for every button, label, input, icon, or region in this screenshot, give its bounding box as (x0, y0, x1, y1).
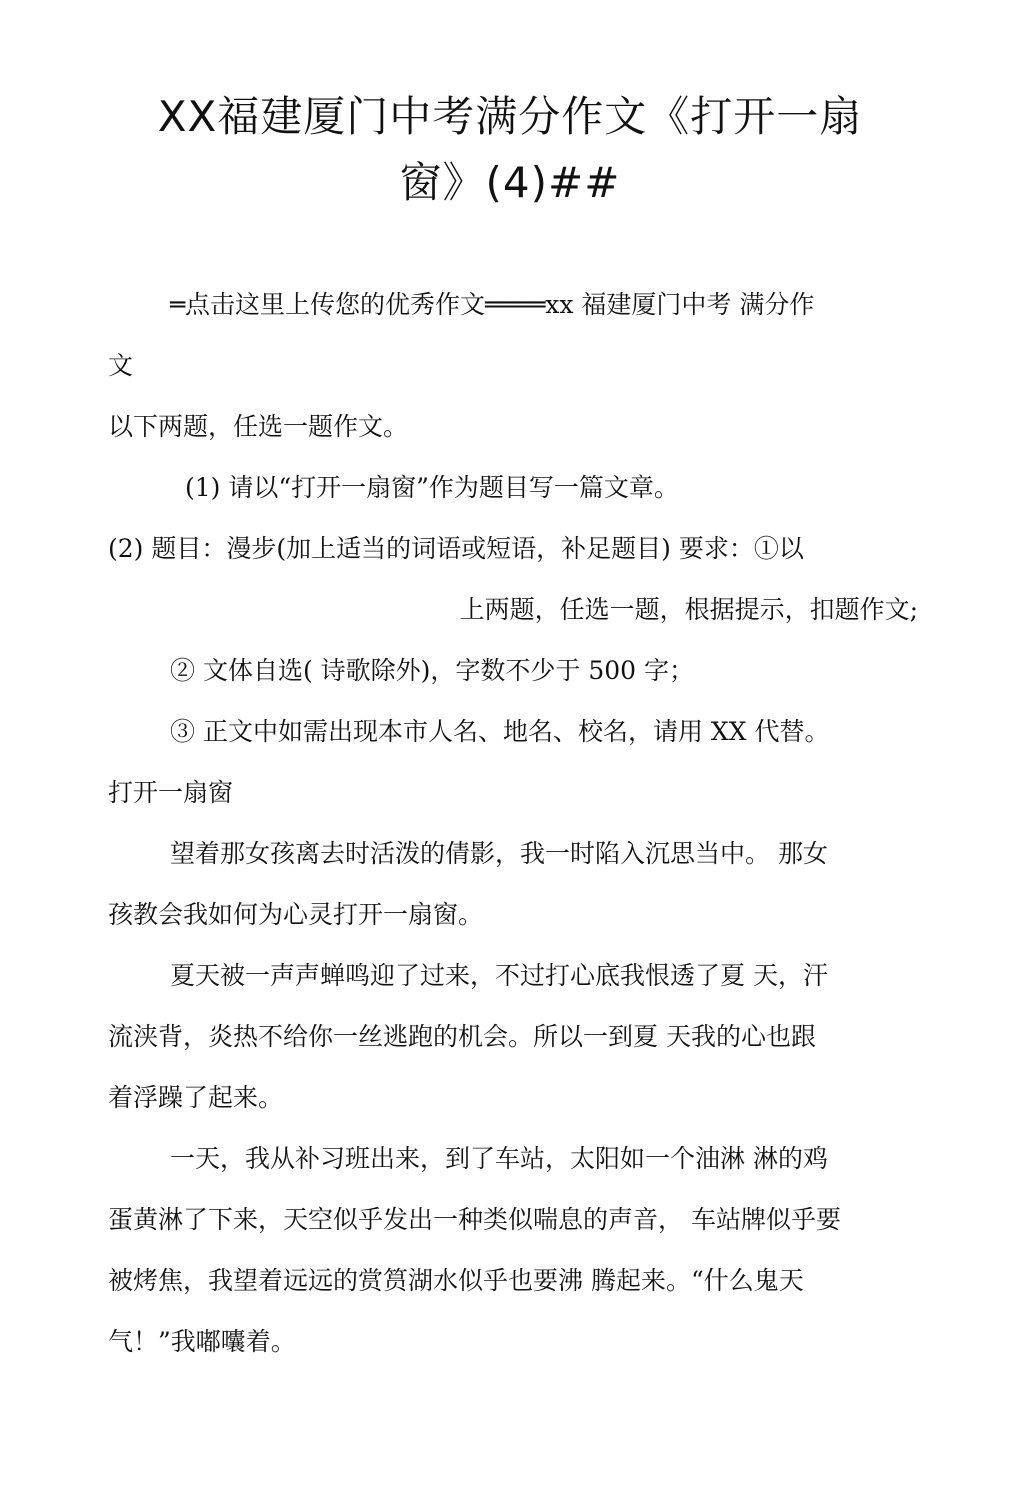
paragraph-3-line-3: 被烤焦，我望着远远的赏筼湖水似乎也要沸 腾起来。“什么鬼天 (108, 1266, 804, 1295)
paragraph-1-line-2: 孩教会我如何为心灵打开一扇窗。 (108, 900, 484, 929)
document-title-line-1: XX福建厦门中考满分作文《打开一扇 (157, 92, 863, 141)
requirement-1-continuation: 上两题，任选一题，根据提示，扣题作文; (459, 595, 918, 624)
topic-1: (1) 请以“打开一扇窗”作为题目写一篇文章。 (185, 473, 679, 502)
intro-line-1: ═点击这里上传您的优秀作文════xx 福建厦门中考 满分作 (170, 290, 815, 319)
document-title-line-2: 窗》(4)## (399, 158, 621, 207)
topic-2: (2) 题目：漫步(加上适当的词语或短语，补足题目) 要求：①以 (108, 534, 804, 563)
requirement-2: ② 文体自选( 诗歌除外)，字数不少于 500 字； (170, 656, 695, 685)
paragraph-3-line-4: 气！”我嘟囔着。 (108, 1327, 296, 1356)
paragraph-2-line-2: 流浃背，炎热不给你一丝逃跑的机会。所以一到夏 天我的心也跟 (108, 1022, 816, 1051)
paragraph-1-line-1: 望着那女孩离去时活泼的倩影，我一时陷入沉思当中。 那女 (170, 839, 828, 868)
intro-line-2: 文 (108, 351, 134, 380)
instruction-text: 以下两题，任选一题作文。 (108, 412, 409, 441)
paragraph-3-line-2: 蛋黄淋了下来，天空似乎发出一种类似喘息的声音， 车站牌似乎要 (108, 1205, 841, 1234)
requirement-3: ③ 正文中如需出现本市人名、地名、校名，请用 XX 代替。 (170, 717, 830, 746)
paragraph-3-line-1: 一天，我从补习班出来，到了车站，太阳如一个油淋 淋的鸡 (170, 1144, 828, 1173)
essay-title: 打开一扇窗 (108, 778, 234, 807)
paragraph-2-line-1: 夏天被一声声蝉鸣迎了过来，不过打心底我恨透了夏 天，汗 (170, 961, 828, 990)
paragraph-2-line-3: 着浮躁了起来。 (108, 1083, 284, 1112)
